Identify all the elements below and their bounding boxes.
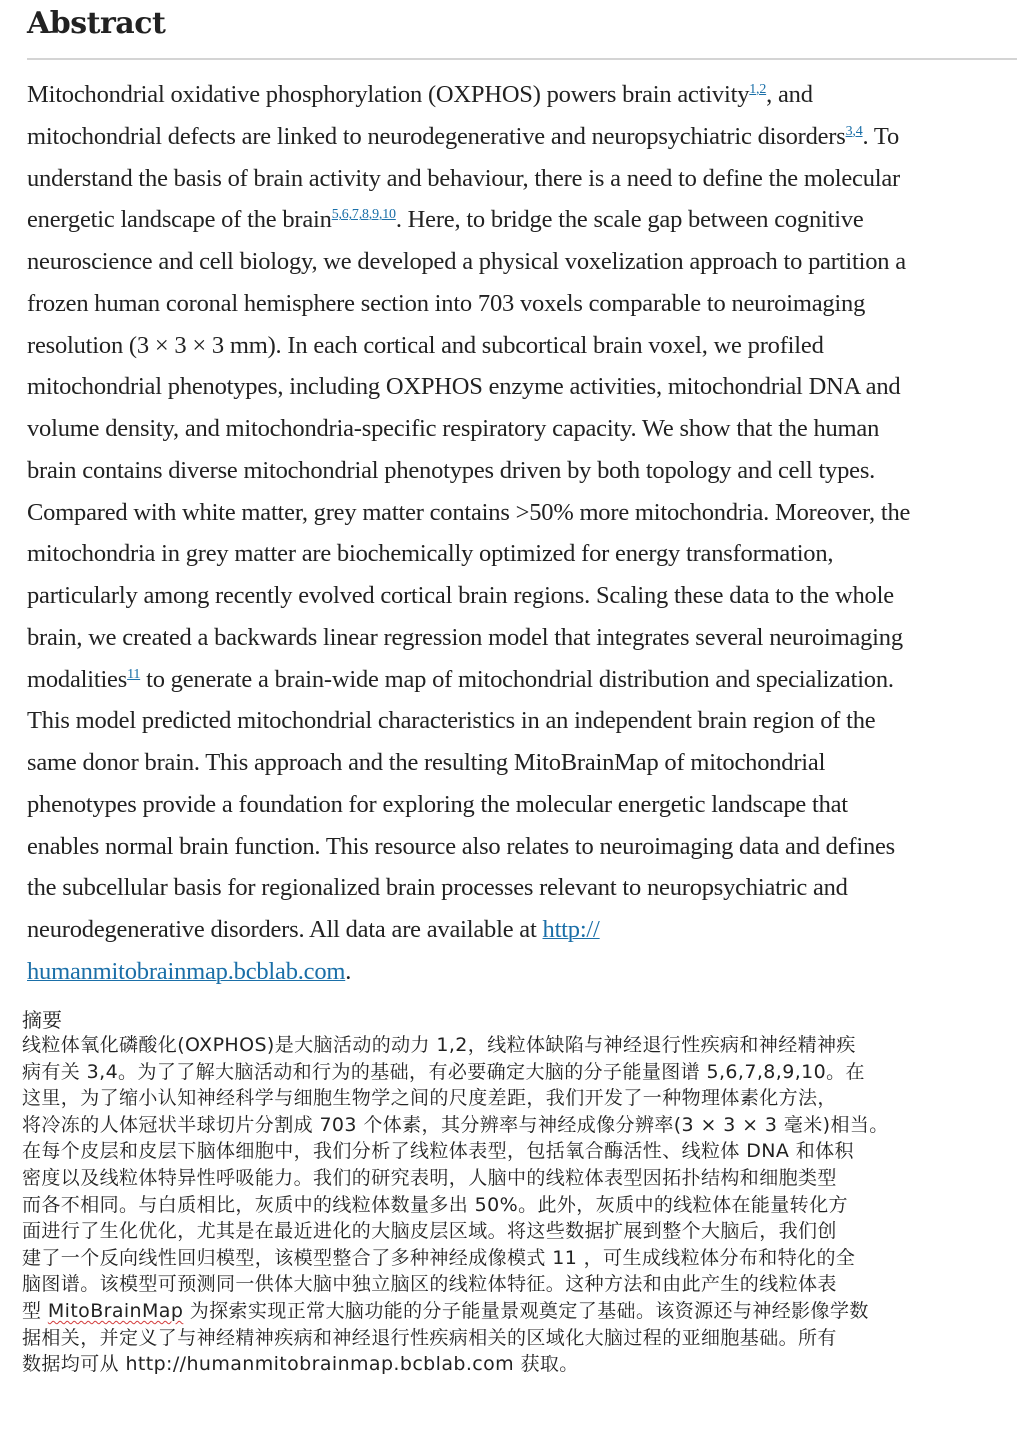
translation-line: 而各不相同。与白质相比，灰质中的线粒体数量多出 50%。此外，灰质中的线粒体在能量转化方 (22, 1193, 848, 1216)
text-span: . To (862, 122, 900, 150)
text-span: . Here, to bridge the scale gap between cognitive (395, 206, 864, 234)
citation (332, 207, 396, 222)
translation-line: 据相关，并定义了与神经精神疾病和神经退行性疾病相关的区域化大脑过程的亚细胞基础。所有 (22, 1326, 837, 1349)
translation-line: 这里，为了缩小认知神经科学与细胞生物学之间的尺度差距，我们开发了一种物理体素化方法， (22, 1087, 837, 1110)
heading-divider (27, 58, 1017, 60)
chinese-abstract-heading: 摘要 (22, 1008, 62, 1032)
text-span: modalities (27, 665, 128, 693)
translation-line: 脑图谱。该模型可预测同一供体大脑中独立脑区的线粒体特征。这种方法和由此产生的线粒体表 (22, 1273, 837, 1296)
abstract-line: the subcellular basis for regionalized brain processes relevant to neuropsychiatric and (27, 874, 848, 902)
abstract-line (27, 951, 1017, 993)
abstract-line: mitochondrial phenotypes, including OXPHOS enzyme activities, mitochondrial DNA and (27, 373, 901, 401)
translation-line: 密度以及线粒体特异性呼吸能力。我们的研究表明，人脑中的线粒体表型因拓扑结构和细胞类型 (22, 1166, 837, 1189)
translation-line (22, 1298, 1022, 1325)
abstract-line: enables normal brain function. This resource also relates to neuroimaging data and defines (27, 832, 896, 860)
citation-link[interactable]: 5,6,7,8,9,10 (331, 207, 396, 223)
citation-link[interactable]: 3,4 (845, 123, 863, 139)
abstract-line: mitochondria in grey matter are biochemically optimized for energy transformation, (27, 540, 834, 568)
abstract-line (27, 74, 1017, 116)
abstract-line: particularly among recently evolved cortical brain regions. Scaling these data to the whole (27, 582, 894, 609)
abstract-line: resolution (3 × 3 × 3 mm). In each cortical and subcortical brain voxel, we profiled (27, 331, 824, 359)
text-span: energetic landscape of the brain (27, 206, 332, 234)
data-url-link[interactable]: humanmitobrainmap.bcblab.com (27, 957, 346, 985)
abstract-line (27, 199, 1017, 241)
text-span: Mitochondrial oxidative phosphorylation (OXPHOS) powers brain activity (27, 81, 750, 108)
abstract-line: Compared with white matter, grey matter contains >50% more mitochondria. Moreover, the (27, 498, 911, 526)
abstract-line: frozen human coronal hemisphere section into 703 voxels comparable to neuroimaging (27, 289, 866, 317)
citation-link[interactable]: 11 (127, 666, 141, 682)
abstract-line: same donor brain. This approach and the resulting MitoBrainMap of mitochondrial (27, 749, 826, 776)
abstract-line: This model predicted mitochondrial characteristics in an independent brain region of the (27, 707, 876, 735)
abstract-heading: Abstract (27, 6, 166, 41)
translation-line: 面进行了生化优化，尤其是在最近进化的大脑皮层区域。将这些数据扩展到整个大脑后，我们创 (22, 1220, 837, 1243)
translation-line: 将冷冻的人体冠状半球切片分割成 703 个体素，其分辨率与神经成像分辨率(3 × 3 × 3 毫米)相当。 (22, 1113, 889, 1136)
abstract-line: brain contains diverse mitochondrial phenotypes driven by both topology and cell types. (27, 456, 876, 484)
text-span: neurodegenerative disorders. All data are available at (27, 916, 543, 943)
citation-link[interactable]: 1,2 (749, 82, 767, 97)
spellcheck-flagged-word[interactable]: MitoBrainMap (47, 1299, 184, 1322)
translation-line: 数据均可从 http://humanmitobrainmap.bcblab.com 获取。 (22, 1353, 579, 1376)
translation-line: 在每个皮层和皮层下脑体细胞中，我们分析了线粒体表型，包括氧合酶活性、线粒体 DNA 和体积 (22, 1140, 854, 1163)
abstract-line (27, 116, 1017, 158)
citation (846, 124, 863, 139)
text-span: 型 (22, 1299, 48, 1322)
text-span: . (345, 957, 352, 985)
text-span: mitochondrial defects are linked to neurodegenerative and neuropsychiatric disorders (27, 122, 846, 150)
citation (127, 667, 140, 682)
text-span: to generate a brain-wide map of mitochondrial distribution and specialization. (140, 665, 894, 693)
abstract-line: brain, we created a backwards linear regression model that integrates several neuroimaging (27, 623, 903, 651)
translation-line: 建了一个反向线性回归模型，该模型整合了多种神经成像模式 11 ，可生成线粒体分布和特化的全 (22, 1246, 856, 1269)
abstract-line: phenotypes provide a foundation for exploring the molecular energetic landscape that (27, 790, 848, 818)
translation-line: 病有关 3,4。为了了解大脑活动和行为的基础，有必要确定大脑的分子能量图谱 5,6,7,8,9,10。在 (22, 1060, 865, 1083)
citation (749, 82, 766, 97)
translation-line: 线粒体氧化磷酸化(OXPHOS)是大脑活动的动力 1,2，线粒体缺陷与神经退行性疾病和神经精神疾 (22, 1034, 856, 1056)
abstract-line (27, 659, 1017, 701)
chinese-abstract (22, 1032, 1022, 1378)
abstract-line: neuroscience and cell biology, we developed a physical voxelization approach to partition a (27, 248, 906, 275)
abstract-line: understand the basis of brain activity and behaviour, there is a need to define the molecular (27, 164, 900, 192)
text-span: 为探索实现正常大脑功能的分子能量景观奠定了基础。该资源还与神经影像学数 (183, 1299, 869, 1322)
abstract-line: volume density, and mitochondria-specific respiratory capacity. We show that the human (27, 415, 880, 442)
text-span: , and (766, 81, 813, 108)
data-url-link[interactable]: http:// (542, 916, 600, 943)
english-abstract (27, 74, 1017, 993)
abstract-line (27, 909, 1017, 951)
